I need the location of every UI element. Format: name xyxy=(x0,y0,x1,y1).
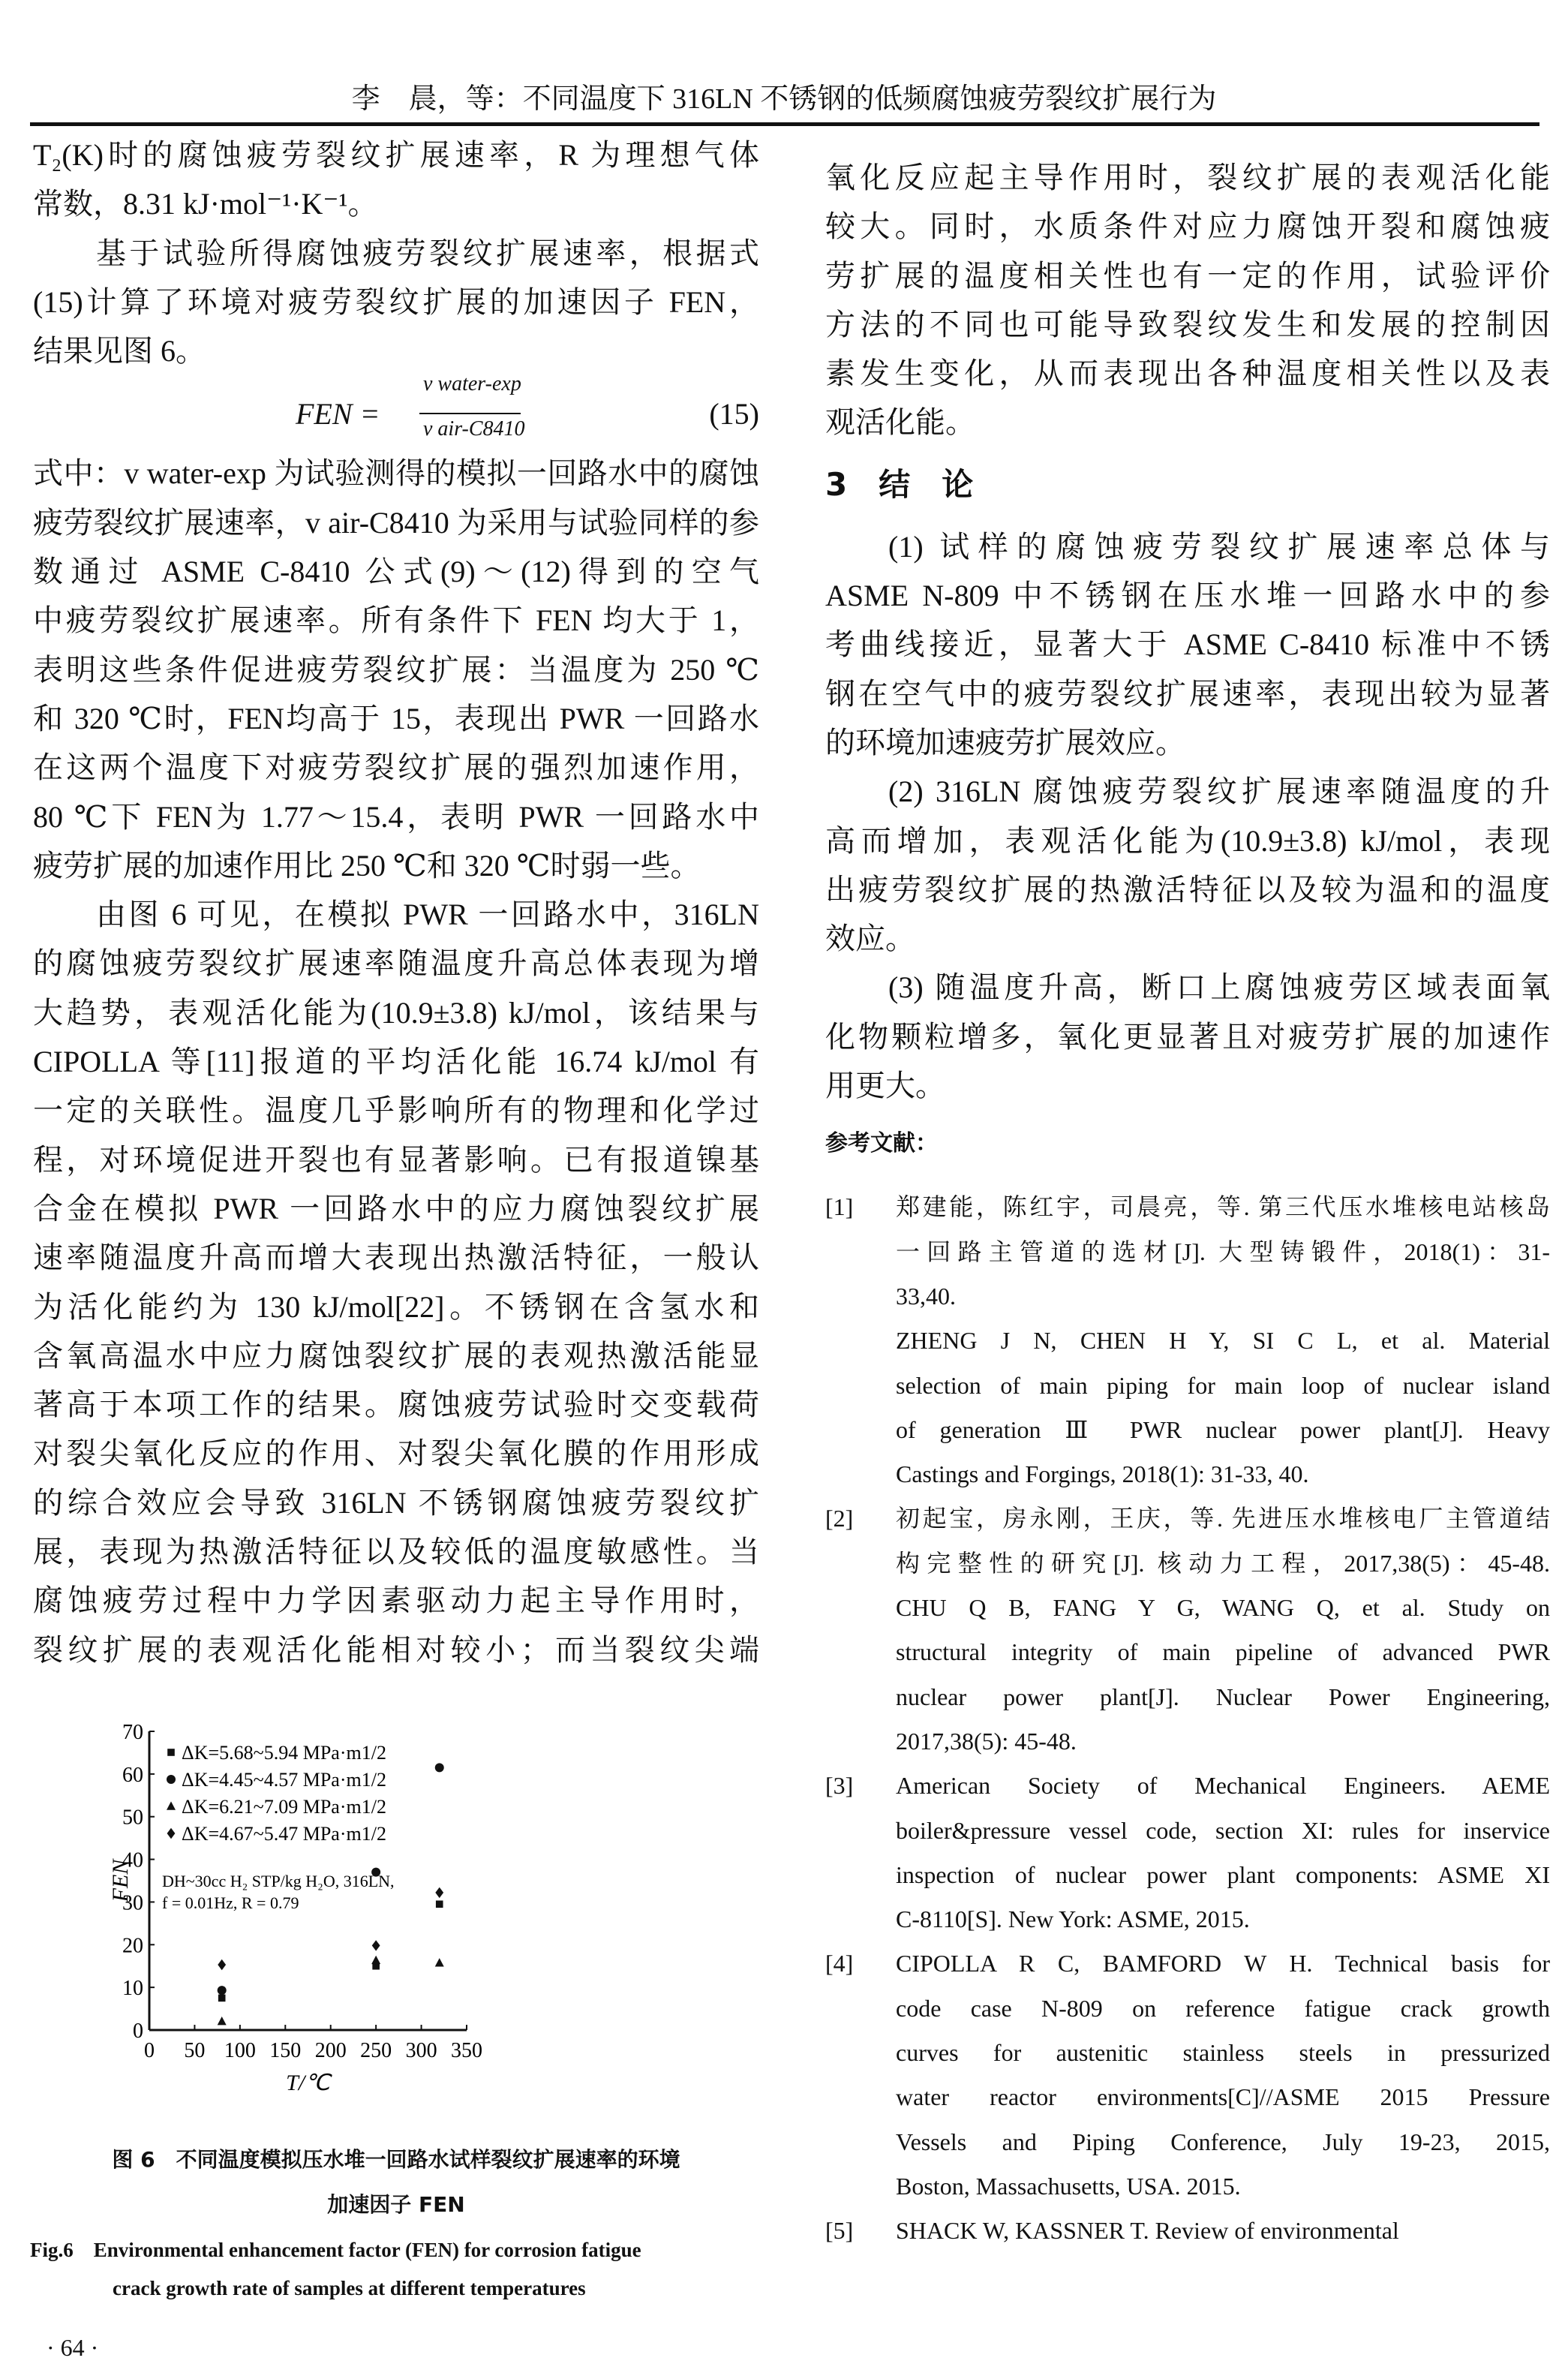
reference-label: [1] xyxy=(825,1193,854,1221)
right-column xyxy=(825,153,1550,2253)
x-tick-label: 150 xyxy=(269,2039,302,2062)
y-axis-label: FEN xyxy=(108,1859,133,1902)
text-line: (1) 试样的腐蚀疲劳裂纹扩展速率总体与 xyxy=(888,529,1550,564)
formula-denominator: v air-C8410 xyxy=(423,417,525,441)
reference-line xyxy=(825,1764,1550,1808)
chart-annotation: f = 0.01Hz, R = 0.79 xyxy=(162,1893,299,1912)
text-line: 出疲劳裂纹扩展的热激活特征以及较为温和的温度 xyxy=(825,872,1550,907)
left-column xyxy=(33,131,759,1674)
reference-line: 构完整性的研究[J]. 核动力工程，2017,38(5)：45-48. xyxy=(896,1549,1550,1577)
section-heading: 3 结 论 xyxy=(825,465,974,503)
reference-line: of generation Ⅲ PWR nuclear power plant[J]. Heavy xyxy=(896,1415,1550,1443)
text-line: 方法的不同也可能导致裂纹发生和发展的控制因 xyxy=(825,307,1550,341)
figure-caption-en-1: Fig.6 Environmental enhancement factor (FEN) for corrosion fatigue xyxy=(30,2239,641,2261)
reference-line: code case N-809 on reference fatigue crack growth xyxy=(896,1994,1550,2022)
text-line: 著高于本项工作的结果。腐蚀疲劳试验时交变载荷 xyxy=(33,1388,759,1422)
reference-text: 初起宝，房永刚，王庆，等. 先进压水堆核电厂主管道结 xyxy=(896,1505,1550,1532)
reference-line xyxy=(825,1185,1550,1229)
text-line: 裂纹扩展的表观活化能相对较小；而当裂纹尖端 xyxy=(33,1632,759,1667)
reference-text: SHACK W, KASSNER T. Review of environmental xyxy=(896,2217,1399,2245)
legend-label: ΔK=4.67~5.47 MPa·m1/2 xyxy=(182,1823,386,1845)
text-line: ASME N-809 中不锈钢在压水堆一回路水中的参 xyxy=(825,579,1550,613)
reference-line xyxy=(825,1496,1550,1541)
x-axis-label: T/℃ xyxy=(286,2071,330,2095)
text-line: 结果见图 6。 xyxy=(33,334,206,368)
x-tick-label: 250 xyxy=(360,2039,392,2062)
legend-marker-triangle xyxy=(167,1801,176,1809)
reference-line: ZHENG J N, CHEN H Y, SI C L, et al. Material xyxy=(896,1327,1550,1355)
text-line: 考曲线接近，显著大于 ASME C-8410 标准中不锈 xyxy=(825,627,1550,662)
data-point-diamond xyxy=(435,1887,443,1898)
text-line: 化物颗粒增多，氧化更显著且对疲劳扩展的加速作 xyxy=(825,1019,1550,1054)
x-tick-label: 50 xyxy=(184,2039,206,2062)
fen-scatter-chart xyxy=(75,1719,750,2139)
page-number: · 64 · xyxy=(47,2334,99,2361)
reference-text: CIPOLLA R C, BAMFORD W H. Technical basis for xyxy=(896,1950,1550,1977)
text-line: 疲劳裂纹扩展速率，v air-C8410 为采用与试验同样的参 xyxy=(33,505,759,540)
text-line: 一定的关联性。温度几乎影响所有的物理和化学过 xyxy=(33,1093,759,1128)
text-line: 素发生变化，从而表现出各种温度相关性以及表 xyxy=(825,356,1550,391)
figure-caption-cn-1: 图 6 不同温度模拟压水堆一回路水试样裂纹扩展速率的环境 xyxy=(112,2147,680,2172)
data-point-triangle xyxy=(218,2017,227,2025)
text-line: 式中：v water-exp 为试验测得的模拟一回路水中的腐蚀 xyxy=(33,456,759,491)
text-line: 80 ℃下 FEN为 1.77～15.4，表明 PWR 一回路水中 xyxy=(33,799,759,834)
text-line: 由图 6 可见，在模拟 PWR 一回路水中，316LN xyxy=(96,898,759,932)
formula-numerator: v water-exp xyxy=(423,372,521,396)
data-point-triangle xyxy=(435,1958,444,1966)
formula-lhs: FEN = xyxy=(296,397,380,432)
text-line: 基于试验所得腐蚀疲劳裂纹扩展速率，根据式 xyxy=(96,236,759,270)
text-line: 高而增加，表观活化能为(10.9±3.8) kJ/mol，表现 xyxy=(825,823,1550,858)
reference-line xyxy=(825,1941,1550,1986)
equation-number: (15) xyxy=(709,397,759,432)
text-line: 对裂尖氧化反应的作用、对裂尖氧化膜的作用形成 xyxy=(33,1436,759,1471)
text-line: 常数，8.31 kJ·mol⁻¹·K⁻¹。 xyxy=(33,187,378,221)
x-tick-label: 300 xyxy=(405,2039,437,2062)
data-point-circle xyxy=(218,1986,227,1995)
reference-line: 33,40. xyxy=(896,1282,956,1310)
reference-label: [3] xyxy=(825,1772,854,1800)
running-title: 李 晨，等：不同温度下 316LN 不锈钢的低频腐蚀疲劳裂纹扩展行为 xyxy=(351,83,1217,115)
reference-line: Vessels and Piping Conference, July 19-23, 2015, xyxy=(896,2128,1550,2155)
legend-label: ΔK=6.21~7.09 MPa·m1/2 xyxy=(182,1796,386,1818)
x-tick-label: 200 xyxy=(314,2039,347,2062)
data-point-triangle xyxy=(371,1956,380,1964)
reference-label: [2] xyxy=(825,1505,854,1532)
legend-label: ΔK=5.68~5.94 MPa·m1/2 xyxy=(182,1742,386,1764)
text-line: 中疲劳裂纹扩展速率。所有条件下 FEN 均大于 1， xyxy=(33,603,759,638)
reference-line: CHU Q B, FANG Y G, WANG Q, et al. Study on xyxy=(896,1594,1550,1622)
text-line: 为活化能约为 130 kJ/mol[22]。不锈钢在含氢水和 xyxy=(33,1289,759,1324)
y-tick-label: 70 xyxy=(122,1721,143,1744)
figure-caption-cn-2: 加速因子 FEN xyxy=(327,2192,465,2217)
reference-label: [5] xyxy=(825,2217,854,2245)
data-point-diamond xyxy=(372,1940,380,1950)
data-point-circle xyxy=(435,1763,444,1772)
data-point-diamond xyxy=(218,1959,226,1970)
text-line: (15)计算了环境对疲劳裂纹扩展的加速因子 FEN， xyxy=(33,284,759,319)
equation-15 xyxy=(33,372,759,449)
reference-line: inspection of nuclear power plant components: ASME XI xyxy=(896,1860,1550,1888)
reference-text: 郑建能，陈红宇，司晨亮，等. 第三代压水堆核电站核岛 xyxy=(896,1193,1550,1221)
reference-line: C-8110[S]. New York: ASME, 2015. xyxy=(896,1905,1250,1933)
text-line: 大趋势，表观活化能为(10.9±3.8) kJ/mol，该结果与 xyxy=(33,995,759,1030)
text-line: CIPOLLA 等[11]报道的平均活化能 16.74 kJ/mol 有 xyxy=(33,1045,759,1079)
figure-caption-en-2: crack growth rate of samples at different temperatures xyxy=(113,2277,586,2299)
reference-line: structural integrity of main pipeline of advanced PWR xyxy=(896,1638,1550,1666)
y-tick-label: 40 xyxy=(122,1848,143,1872)
reference-line xyxy=(825,2209,1550,2253)
text-line: 表明这些条件促进疲劳裂纹扩展：当温度为 250 ℃ xyxy=(33,652,759,687)
text-line: 观活化能。 xyxy=(825,405,975,440)
text-line: 在这两个温度下对疲劳裂纹扩展的强烈加速作用， xyxy=(33,750,759,785)
reference-label: [4] xyxy=(825,1950,854,1977)
text-line: 劳扩展的温度相关性也有一定的作用，试验评价 xyxy=(825,258,1550,293)
text-line: 的综合效应会导致 316LN 不锈钢腐蚀疲劳裂纹扩 xyxy=(33,1485,759,1520)
reference-line: boiler&pressure vessel code, section XI: rules for inservice xyxy=(896,1816,1550,1844)
reference-line: 2017,38(5): 45-48. xyxy=(896,1727,1077,1755)
data-point-square xyxy=(436,1900,443,1908)
text-line: 数通过 ASME C-8410 公式(9)～(12)得到的空气 xyxy=(33,555,759,589)
legend-label: ΔK=4.45~4.57 MPa·m1/2 xyxy=(182,1769,386,1791)
text-line: 用更大。 xyxy=(825,1069,945,1103)
text-line: 氧化反应起主导作用时，裂纹扩展的表观活化能 xyxy=(825,161,1550,194)
reference-line: curves for austenitic stainless steels in pressurized xyxy=(896,2038,1550,2066)
text-line: 的环境加速疲劳扩展效应。 xyxy=(825,725,1185,759)
fraction-bar xyxy=(419,413,521,414)
text-line: 的腐蚀疲劳裂纹扩展速率随温度升高总体表现为增 xyxy=(33,946,759,981)
y-tick-label: 30 xyxy=(122,1891,143,1915)
text-line: 合金在模拟 PWR 一回路水中的应力腐蚀裂纹扩展 xyxy=(33,1191,759,1226)
reference-line: Boston, Massachusetts, USA. 2015. xyxy=(896,2172,1241,2200)
reference-list xyxy=(825,1185,1550,2253)
text-line: (3) 随温度升高，断口上腐蚀疲劳区域表面氧 xyxy=(888,970,1550,1005)
y-tick-label: 10 xyxy=(122,1977,143,2001)
text-line: T₂(K)时的腐蚀疲劳裂纹扩展速率，R 为理想气体 xyxy=(33,138,759,172)
text-line: 展，表现为热激活特征以及较低的温度敏感性。当 xyxy=(33,1535,759,1569)
text-line: 含氧高温水中应力腐蚀裂纹扩展的表观热激活能显 xyxy=(33,1338,759,1373)
reference-text: American Society of Mechanical Engineers. AEME xyxy=(896,1772,1550,1800)
legend-marker-diamond xyxy=(167,1828,176,1839)
text-line: 效应。 xyxy=(825,922,915,956)
chart-annotation: DH~30cc H₂ STP/kg H₂O, 316LN, xyxy=(162,1872,395,1890)
y-tick-label: 60 xyxy=(122,1763,143,1787)
x-tick-label: 0 xyxy=(144,2039,155,2062)
data-point-square xyxy=(218,1995,226,2002)
text-line: 较大。同时，水质条件对应力腐蚀开裂和腐蚀疲 xyxy=(825,209,1550,244)
y-tick-label: 20 xyxy=(122,1934,143,1958)
reference-line: selection of main piping for main loop of nuclear island xyxy=(896,1371,1550,1399)
header-rule xyxy=(30,122,1539,126)
y-tick-label: 50 xyxy=(122,1806,143,1830)
text-line: 和 320 ℃时，FEN均高于 15，表现出 PWR 一回路水 xyxy=(33,701,759,735)
x-tick-label: 350 xyxy=(451,2039,482,2062)
text-line: 疲劳扩展的加速作用比 250 ℃和 320 ℃时弱一些。 xyxy=(33,848,701,883)
text-line: 腐蚀疲劳过程中力学因素驱动力起主导作用时， xyxy=(33,1583,759,1618)
legend-marker-circle xyxy=(167,1775,176,1784)
text-line: 钢在空气中的疲劳裂纹扩展速率，表现出较为显著 xyxy=(825,676,1550,711)
reference-line: nuclear power plant[J]. Nuclear Power Engineering, xyxy=(896,1683,1550,1710)
reference-line: water reactor environments[C]//ASME 2015 Pressure xyxy=(896,2083,1550,2111)
text-line: (2) 316LN 腐蚀疲劳裂纹扩展速率随温度的升 xyxy=(888,774,1550,809)
references-heading: 参考文献： xyxy=(825,1130,938,1157)
x-tick-label: 100 xyxy=(224,2039,256,2062)
legend-marker-square xyxy=(167,1749,175,1756)
reference-line: Castings and Forgings, 2018(1): 31-33, 40. xyxy=(896,1460,1309,1488)
text-line: 程，对环境促进开裂也有显著影响。已有报道镍基 xyxy=(33,1142,759,1177)
y-tick-label: 0 xyxy=(133,2020,143,2043)
reference-line: 一回路主管道的选材[J]. 大型铸锻件，2018(1)：31- xyxy=(896,1238,1550,1265)
text-line: 速率随温度升高而增大表现出热激活特征，一般认 xyxy=(33,1241,759,1275)
